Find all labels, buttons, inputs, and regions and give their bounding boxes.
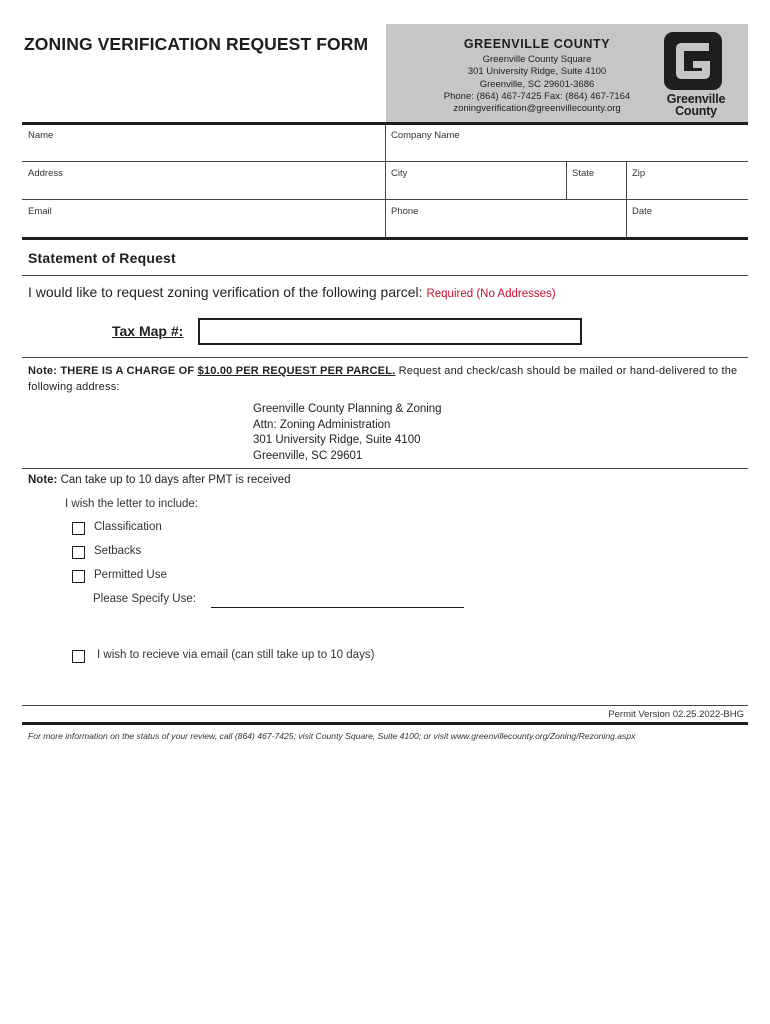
- charge-amount: $10.00 PER REQUEST PER PARCEL.: [197, 365, 396, 377]
- permitted-use-checkbox[interactable]: [72, 570, 85, 583]
- name-label: Name: [28, 130, 54, 141]
- name-input[interactable]: [28, 144, 378, 160]
- option-label: Permitted Use: [94, 569, 167, 581]
- state-input[interactable]: [572, 182, 622, 198]
- mailing-address-line: 301 University Ridge, Suite 4100: [253, 434, 421, 446]
- footer-info: For more information on the status of your review, call (864) 467-7425; visit County Square, Suite 4100; or visit www.greenvillecounty.org/Zoning/Rezoning.aspx: [28, 731, 636, 741]
- county-address-line: 301 University Ridge, Suite 4100: [467, 66, 607, 78]
- form-header: [22, 22, 748, 123]
- tax-map-label: Tax Map #:: [112, 323, 184, 339]
- required-note: Required (No Addresses): [426, 288, 556, 300]
- option-label: Setbacks: [94, 545, 142, 557]
- note-label: Note:: [28, 474, 58, 486]
- mailing-address-line: Attn: Zoning Administration: [253, 418, 391, 431]
- phone-label: Phone: [391, 206, 419, 217]
- timing-note: [28, 474, 291, 486]
- divider: [385, 200, 386, 238]
- address-input[interactable]: [28, 182, 378, 198]
- tax-map-input[interactable]: [198, 318, 582, 345]
- mailing-address-line: Greenville County Planning & Zoning: [253, 403, 442, 415]
- county-address: [386, 54, 688, 115]
- zip-label: Zip: [632, 168, 646, 179]
- company-input[interactable]: [391, 144, 741, 160]
- divider: [566, 162, 567, 199]
- mailing-address: [253, 402, 442, 464]
- divider: [385, 162, 386, 199]
- greenville-county-logo: [654, 30, 740, 122]
- county-logo-icon: [662, 30, 724, 92]
- email-label: Email: [28, 206, 52, 217]
- timing-note-text: Can take up to 10 days after PMT is received: [60, 474, 291, 486]
- zip-input[interactable]: [632, 182, 742, 198]
- divider: [22, 468, 748, 469]
- note-label: Note:: [28, 365, 58, 377]
- divider: [626, 162, 627, 238]
- county-email: zoningverification@greenvillecounty.org: [453, 103, 621, 115]
- state-label: State: [572, 168, 595, 179]
- divider: [22, 705, 748, 706]
- specify-use-label: Please Specify Use:: [93, 593, 196, 605]
- option-label: Classification: [94, 521, 162, 533]
- county-address-line: Greenville County Square: [482, 54, 592, 65]
- email-input[interactable]: [28, 220, 378, 236]
- divider: [22, 237, 748, 240]
- divider: [22, 275, 748, 276]
- county-contact-box: [386, 24, 748, 122]
- date-label: Date: [632, 206, 653, 217]
- logo-wordmark: [654, 93, 738, 117]
- charge-instructions: Request and check/cash should be mailed or hand-delivered to the following address:: [28, 365, 738, 393]
- city-label: City: [391, 168, 408, 179]
- phone-input[interactable]: [391, 220, 621, 236]
- logo-word: County: [675, 104, 717, 118]
- date-input[interactable]: [632, 220, 742, 236]
- request-text: I would like to request zoning verification of the following parcel:: [28, 284, 423, 300]
- permit-version: Permit Version 02.25.2022-BHG: [608, 709, 744, 720]
- specify-use-input[interactable]: [211, 593, 464, 608]
- classification-checkbox[interactable]: [72, 522, 85, 535]
- divider: [22, 722, 748, 725]
- county-name: GREENVILLE COUNTY: [463, 37, 611, 51]
- mailing-address-line: Greenville, SC 29601: [253, 449, 363, 462]
- email-delivery-checkbox[interactable]: [72, 650, 85, 663]
- include-label: I wish the letter to include:: [65, 498, 198, 510]
- charge-prefix: THERE IS A CHARGE OF: [60, 365, 195, 377]
- request-statement: [28, 284, 556, 300]
- city-input[interactable]: [391, 182, 561, 198]
- option-label: I wish to recieve via email (can still take up to 10 days): [97, 649, 375, 661]
- county-phone-fax: Phone: (864) 467-7425 Fax: (864) 467-7164: [443, 90, 631, 102]
- county-address-line: Greenville, SC 29601-3686: [479, 78, 595, 90]
- setbacks-checkbox[interactable]: [72, 546, 85, 559]
- divider: [22, 357, 748, 358]
- company-label: Company Name: [391, 130, 460, 141]
- section-title: Statement of Request: [28, 250, 176, 266]
- divider: [385, 125, 386, 161]
- form-title: ZONING VERIFICATION REQUEST FORM: [24, 34, 369, 54]
- address-label: Address: [28, 168, 63, 179]
- logo-word: Greenville: [666, 92, 726, 106]
- charge-note: [28, 364, 738, 395]
